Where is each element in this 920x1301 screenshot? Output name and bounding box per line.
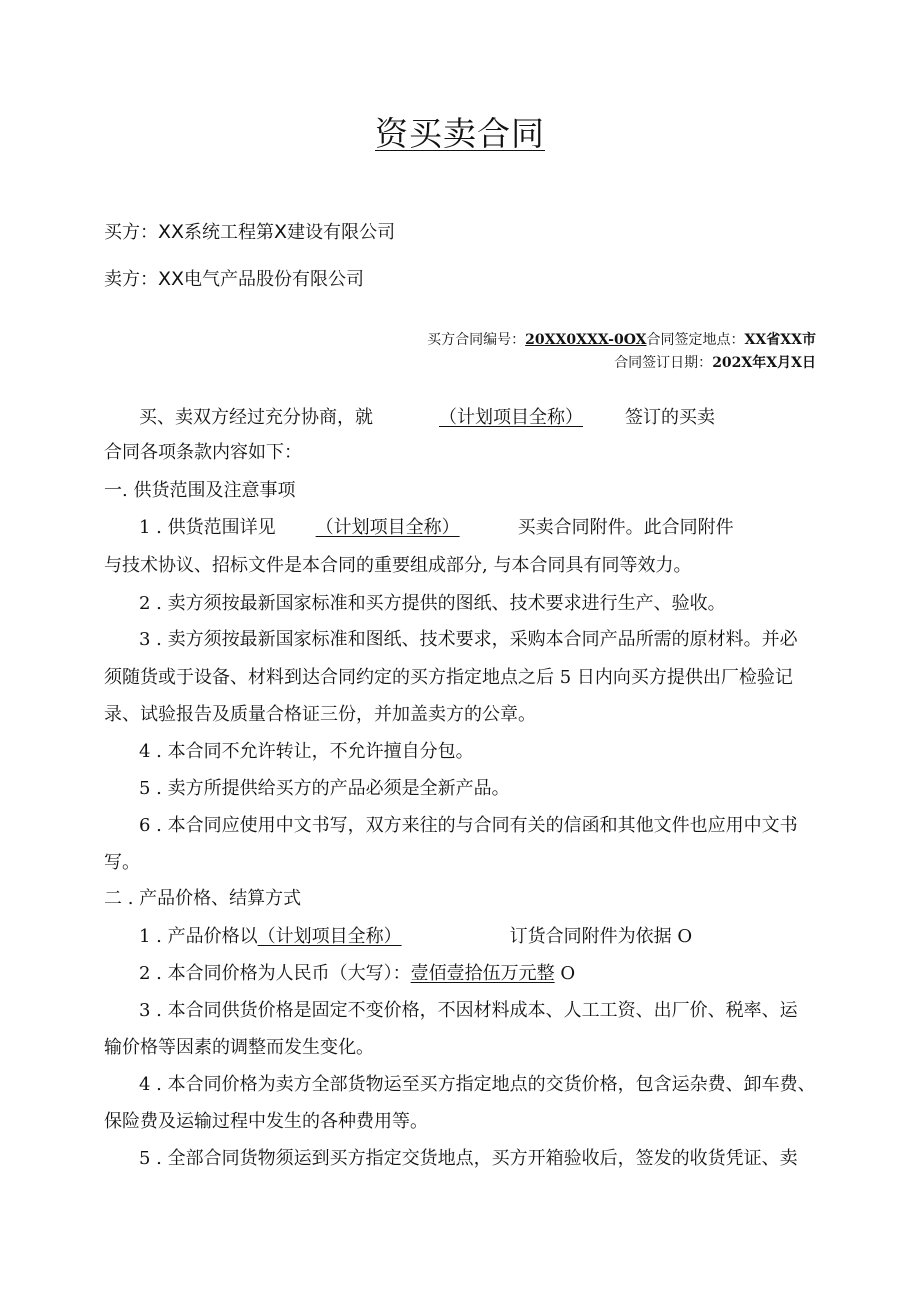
s2-item2-b: O	[554, 963, 576, 984]
buyer-line	[104, 219, 395, 246]
s1-item2: 2 . 卖方须按最新国家标准和买方提供的图纸、技术要求进行生产、验收。	[139, 593, 726, 614]
contract-no: 20XX0XXX-0OX	[525, 332, 647, 348]
buyer-label: 买方：	[104, 222, 158, 243]
s1-item3-line3: 录、试验报告及质量合格证三份，并加盖卖方的公章。	[104, 704, 536, 725]
sign-date-label: 合同签订日期：	[614, 355, 713, 371]
s2-item3-line2: 输价格等因素的调整而发生变化。	[104, 1037, 374, 1058]
s2-item3-line1: 3 . 本合同供货价格是固定不变价格，不因材料成本、人工工资、出厂价、税率、运	[139, 1000, 798, 1021]
buyer-name-x: X	[274, 221, 288, 243]
section1-heading: 一. 供货范围及注意事项	[104, 480, 296, 501]
s1-item3-line1: 3 . 卖方须按最新国家标准和图纸、技术要求，采购本合同产品所需的原材料。并必	[139, 629, 798, 650]
s1-item1-line2: 与技术协议、招标文件是本合同的重要组成部分, 与本合同具有同等效力。	[104, 555, 692, 576]
s1-item1-line1	[139, 515, 734, 541]
s2-item5-line1: 5 . 全部合同货物须运到买方指定交货地点，买方开箱验收后，签发的收货凭证、卖	[139, 1148, 798, 1169]
s1-item1-b: 买卖合同附件。此合同附件	[517, 517, 734, 538]
s2-item1	[139, 924, 692, 950]
buyer-name-prefix: XX	[158, 221, 185, 243]
seller-label: 卖方：	[104, 269, 158, 290]
title-text: 资买卖合同	[375, 114, 545, 153]
s2-item4-line1: 4 . 本合同价格为卖方全部货物运至买方指定地点的交货价格，包含运杂费、卸车费、	[139, 1074, 816, 1095]
contract-meta-line1	[427, 330, 816, 350]
s2-item2	[139, 961, 575, 987]
seller-name-rest: 电气产品股份有限公司	[184, 269, 365, 290]
s2-item2-a: 2 . 本合同价格为人民币（大写）：	[139, 963, 411, 984]
s2-item1-b: 订货合同附件为依据 O	[509, 926, 693, 947]
intro-line1	[139, 405, 715, 431]
sign-date: 202X年X月X日	[712, 355, 816, 371]
page-title	[0, 112, 920, 156]
intro-part2: 签订的买卖	[625, 407, 715, 428]
s1-item1-project	[276, 517, 474, 538]
s1-item3-line2: 须随货或于设备、材料到达合同约定的买方指定地点之后 5 日内向买方提供出厂检验记	[104, 667, 793, 688]
s2-item4-line2: 保险费及运输过程中发生的各种费用等。	[104, 1111, 428, 1132]
seller-name-prefix: XX	[158, 268, 185, 290]
s2-item2-amount: 壹佰壹拾伍万元整	[410, 963, 555, 984]
s2-item1-project: （计划项目全称）	[257, 926, 402, 947]
seller-line	[104, 266, 364, 293]
s1-item5: 5 . 卖方所提供给买方的产品必须是全新产品。	[139, 778, 510, 799]
s1-item6-line2: 写。	[104, 852, 140, 873]
s1-item6-line1: 6 . 本合同应使用中文书写，双方来往的与合同有关的信函和其他文件也应用中文书	[139, 815, 798, 836]
buyer-name-suffix: 建设有限公司	[287, 222, 396, 243]
contract-meta-line2	[614, 353, 816, 373]
intro-part1: 买、卖双方经过充分协商，就	[139, 407, 373, 428]
buyer-name-rest: 系统工程第	[184, 222, 275, 243]
s1-item1-a: 1 . 供货范围详见	[139, 517, 276, 538]
section2-heading: 二 . 产品价格、结算方式	[104, 888, 302, 909]
contract-no-label: 买方合同编号：	[427, 332, 526, 348]
s2-item1-a: 1 . 产品价格以	[139, 926, 258, 947]
s1-item1-project-text: （计划项目全称）	[315, 517, 460, 538]
sign-place-label: 合同签定地点：	[646, 332, 745, 348]
intro-line2: 合同各项条款内容如下：	[104, 442, 302, 463]
intro-project: （计划项目全称）	[439, 407, 583, 428]
sign-place: XX省XX市	[744, 332, 816, 348]
s1-item4: 4 . 本合同不允许转让，不允许擅自分包。	[139, 741, 474, 762]
